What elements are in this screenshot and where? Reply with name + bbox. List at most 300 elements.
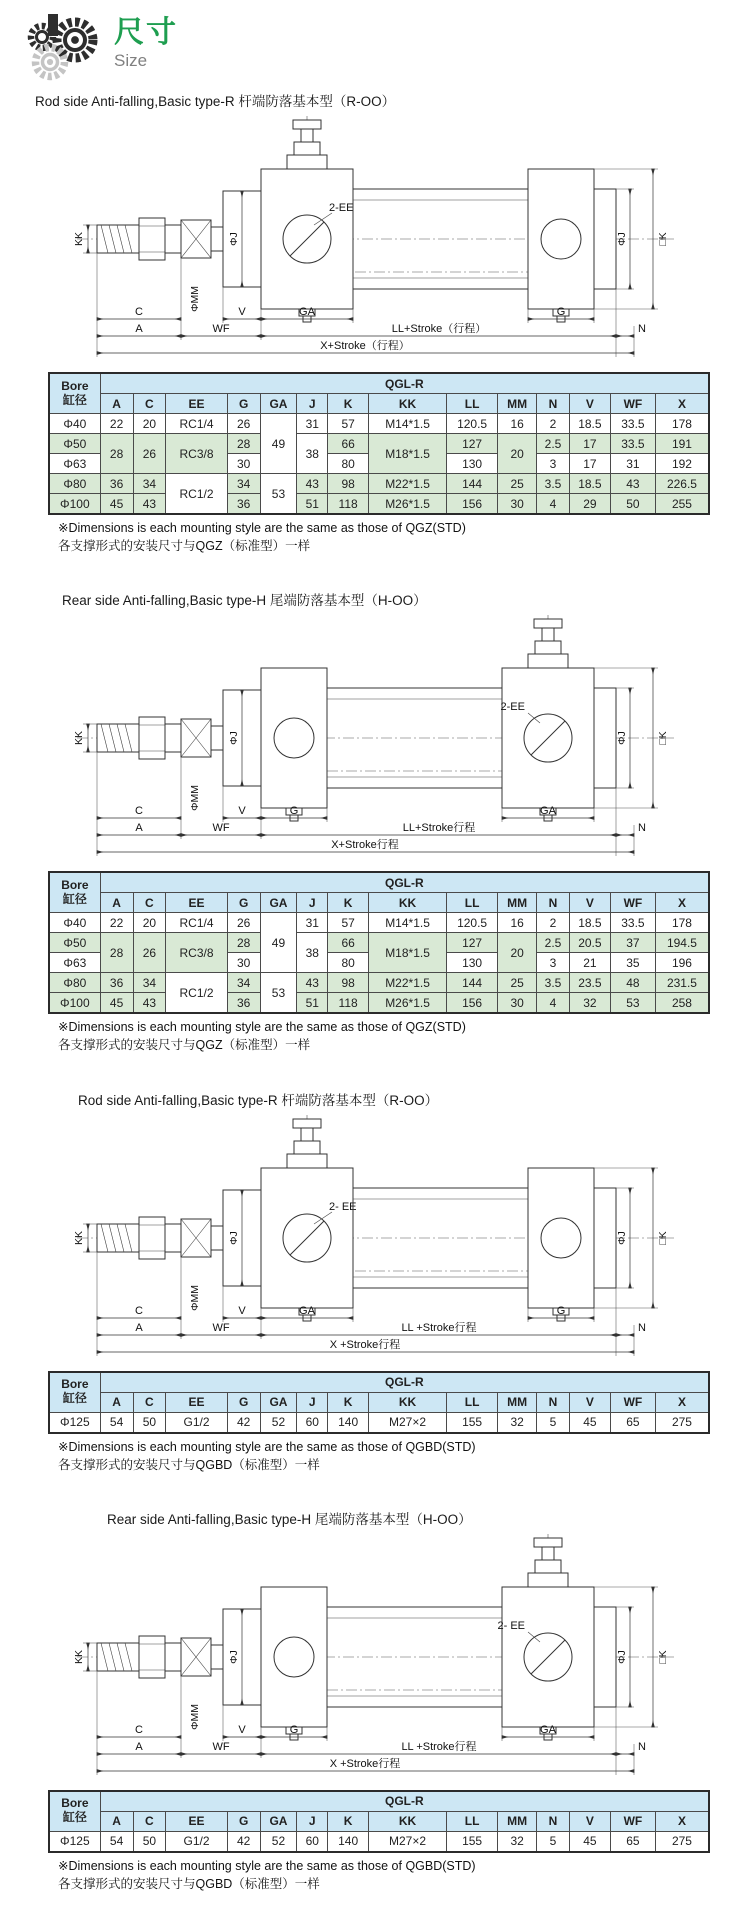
dim-cell: M22*1.5 [369, 973, 447, 993]
note-cn: 各支撑形式的安装尺寸与QGBD（标准型）一样 [58, 1457, 320, 1472]
dim-cell: 30 [227, 953, 260, 973]
cylinder-drawing-rod-r-125 [42, 1113, 708, 1365]
dim-label-kk: KK [73, 231, 85, 247]
dim-cell: 54 [100, 1831, 133, 1852]
column-header: A [100, 394, 133, 414]
dim-cell: 36 [100, 973, 133, 993]
dim-cell: 32 [498, 1412, 537, 1433]
dim-cell: 65 [610, 1412, 655, 1433]
table-notes [58, 1438, 750, 1474]
column-header: WF [610, 893, 655, 913]
note-en: ※Dimensions is each mounting style are the same as those of QGBD(STD) [58, 1439, 476, 1454]
dim-cell: 98 [328, 973, 369, 993]
bore-cell: Φ63 [49, 454, 100, 474]
section-title: Rear side Anti-falling,Basic type-H 尾端防落基本型（H-OO） [62, 593, 427, 609]
dim-cell: 26 [133, 434, 166, 474]
dim-cell: 42 [227, 1831, 260, 1852]
table-notes [58, 1857, 750, 1893]
column-header: C [133, 893, 166, 913]
dim-cell: 3.5 [537, 474, 570, 494]
series-header: QGL-R [100, 872, 709, 893]
dimension-table-2 [48, 871, 710, 1014]
dim-label-g: G [289, 805, 299, 818]
dim-cell: M27×2 [369, 1831, 447, 1852]
dim-label-ll: LL+Stroke（行程） [391, 323, 487, 335]
dim-cell: 48 [610, 973, 655, 993]
dim-label-v: V [238, 1723, 246, 1736]
cylinder-drawing-rod-r [42, 114, 708, 366]
dim-cell: 66 [328, 434, 369, 454]
dim-label-kk: KK [73, 731, 85, 746]
dim-cell: 50 [610, 494, 655, 515]
column-header: V [569, 1392, 610, 1412]
dim-label-mm: ΦMM [189, 785, 201, 812]
table-row [49, 494, 709, 515]
dim-cell: 66 [328, 933, 369, 953]
dim-cell: 144 [446, 973, 497, 993]
note-en: ※Dimensions is each mounting style are the same as those of QGZ(STD) [58, 1020, 466, 1035]
column-header: X [655, 394, 709, 414]
dim-cell: 30 [227, 454, 260, 474]
dim-cell: 52 [260, 1412, 297, 1433]
column-header: LL [446, 1811, 497, 1831]
dim-cell: 33.5 [610, 434, 655, 454]
column-header: J [297, 1811, 328, 1831]
dim-cell: 25 [498, 474, 537, 494]
dim-cell: 49 [260, 414, 297, 474]
dim-label-n: N [638, 1740, 646, 1753]
column-header: N [537, 394, 570, 414]
dim-label-a: A [135, 1740, 143, 1753]
dim-cell: M26*1.5 [369, 993, 447, 1014]
dim-cell: 226.5 [655, 474, 709, 494]
column-header: GA [260, 1392, 297, 1412]
dim-cell: 127 [446, 434, 497, 454]
bore-cell: Φ80 [49, 973, 100, 993]
dim-cell: 25 [498, 973, 537, 993]
dim-cell: 120.5 [446, 414, 497, 434]
column-header: A [100, 893, 133, 913]
bore-cell: Φ50 [49, 933, 100, 953]
dim-label-mm: ΦMM [189, 1284, 201, 1311]
dim-cell: 194.5 [655, 933, 709, 953]
dim-cell: 28 [227, 933, 260, 953]
dim-cell: RC1/4 [166, 913, 227, 933]
dim-label-kk: KK [73, 1649, 85, 1664]
dim-cell: 3 [537, 454, 570, 474]
column-header: KK [369, 1811, 447, 1831]
page-header [0, 0, 750, 84]
dim-label-a: A [135, 822, 143, 835]
dim-cell: 2 [537, 913, 570, 933]
bore-cell: Φ63 [49, 953, 100, 973]
column-header: EE [166, 1392, 227, 1412]
dim-cell: RC3/8 [166, 434, 227, 474]
dim-label-c: C [135, 805, 143, 818]
dim-cell: 33.5 [610, 414, 655, 434]
dimension-table-4 [48, 1790, 710, 1853]
dim-cell: 31 [297, 913, 328, 933]
dim-cell: 178 [655, 414, 709, 434]
dim-cell: 29 [569, 494, 610, 515]
dim-cell: 231.5 [655, 973, 709, 993]
dim-cell: 18.5 [569, 474, 610, 494]
dim-cell: 43 [610, 474, 655, 494]
column-header: A [100, 1811, 133, 1831]
dim-cell: 43 [133, 993, 166, 1014]
dim-cell: 196 [655, 953, 709, 973]
dim-cell: 37 [610, 933, 655, 953]
column-header: K [328, 893, 369, 913]
dim-label-ll: LL +Stroke行程 [401, 1321, 477, 1334]
column-header: LL [446, 893, 497, 913]
dim-cell: 34 [227, 474, 260, 494]
column-header: MM [498, 1392, 537, 1412]
dim-cell: 57 [328, 414, 369, 434]
dim-label-j-left: ΦJ [228, 731, 240, 746]
dim-label-v: V [238, 306, 246, 318]
dim-cell: 258 [655, 993, 709, 1014]
dim-label-k: □K [657, 731, 669, 745]
dim-label-x: X+Stroke行程 [331, 839, 399, 852]
column-header: V [569, 1811, 610, 1831]
dim-cell: 42 [227, 1412, 260, 1433]
dim-cell: 80 [328, 953, 369, 973]
dim-label-wf: WF [212, 822, 230, 835]
dim-cell: 2 [537, 414, 570, 434]
column-header: MM [498, 893, 537, 913]
dim-cell: M18*1.5 [369, 933, 447, 973]
dim-cell: 156 [446, 993, 497, 1014]
dim-label-g: G [556, 1304, 566, 1317]
bore-cell: Φ125 [49, 1831, 100, 1852]
bore-header: Bore 缸径 [49, 1791, 100, 1832]
section-title: Rod side Anti-falling,Basic type-R 杆端防落基本型（R-OO） [35, 94, 396, 109]
column-header: KK [369, 394, 447, 414]
dim-label-k: □K [657, 232, 669, 246]
bore-cell: Φ40 [49, 913, 100, 933]
dim-cell: 36 [227, 494, 260, 515]
table-row [49, 933, 709, 953]
dim-label-wf: WF [212, 1321, 230, 1334]
dim-label-ga: GA [540, 805, 556, 818]
dim-label-j-right: ΦJ [616, 232, 628, 246]
dim-cell: 30 [498, 494, 537, 515]
dim-cell: 120.5 [446, 913, 497, 933]
column-header: G [227, 893, 260, 913]
column-header: C [133, 1811, 166, 1831]
dim-cell: 34 [227, 973, 260, 993]
dim-cell: 118 [328, 494, 369, 515]
column-header: V [569, 893, 610, 913]
dim-cell: 17 [569, 454, 610, 474]
dim-label-g: G [556, 306, 566, 318]
dim-cell: 191 [655, 434, 709, 454]
dim-cell: 28 [100, 434, 133, 474]
dim-label-j-left: ΦJ [228, 1230, 240, 1245]
dim-cell: 51 [297, 993, 328, 1014]
section-rod-side-r1 [0, 90, 750, 555]
dim-cell: M14*1.5 [369, 913, 447, 933]
series-header: QGL-R [100, 1372, 709, 1393]
dim-label-ll: LL +Stroke行程 [401, 1740, 477, 1753]
table-row [49, 434, 709, 454]
dim-cell: 130 [446, 953, 497, 973]
note-cn: 各支撑形式的安装尺寸与QGZ（标准型）一样 [58, 1038, 311, 1053]
dim-cell: 192 [655, 454, 709, 474]
dim-cell: 57 [328, 913, 369, 933]
dim-cell: 20 [133, 414, 166, 434]
column-header: GA [260, 394, 297, 414]
dim-cell: 22 [100, 414, 133, 434]
dim-label-x: X +Stroke行程 [329, 1338, 401, 1351]
dim-cell: 5 [537, 1412, 570, 1433]
column-header: N [537, 1392, 570, 1412]
column-header: G [227, 1811, 260, 1831]
dim-cell: 16 [498, 414, 537, 434]
dim-cell: G1/2 [166, 1831, 227, 1852]
dim-cell: RC1/2 [166, 973, 227, 1014]
dim-cell: 36 [100, 474, 133, 494]
dim-cell: 31 [297, 414, 328, 434]
dim-cell: 156 [446, 494, 497, 515]
table-row [49, 474, 709, 494]
dim-cell: 18.5 [569, 913, 610, 933]
dim-cell: 28 [100, 933, 133, 973]
column-header: MM [498, 394, 537, 414]
dim-cell: 53 [260, 973, 297, 1014]
dim-cell: 21 [569, 953, 610, 973]
dim-cell: 51 [297, 494, 328, 515]
section-title: Rear side Anti-falling,Basic type-H 尾端防落基本型（H-OO） [107, 1511, 472, 1527]
dimension-table-1 [48, 372, 710, 515]
dim-cell: 144 [446, 474, 497, 494]
dim-label-ga: GA [540, 1723, 556, 1736]
dim-cell: 155 [446, 1412, 497, 1433]
dim-cell: 52 [260, 1831, 297, 1852]
column-header: MM [498, 1811, 537, 1831]
dim-cell: 20 [133, 913, 166, 933]
dim-label-ga: GA [299, 306, 315, 318]
dim-cell: 5 [537, 1831, 570, 1852]
dim-cell: 35 [610, 953, 655, 973]
dim-cell: 118 [328, 993, 369, 1014]
column-header: KK [369, 1392, 447, 1412]
dim-label-j-right: ΦJ [616, 1230, 628, 1245]
dim-cell: 255 [655, 494, 709, 515]
column-header: C [133, 394, 166, 414]
bore-cell: Φ50 [49, 434, 100, 454]
dim-label-ga: GA [299, 1304, 315, 1317]
gears-logo-icon [20, 12, 106, 82]
dim-label-x: X +Stroke行程 [329, 1757, 401, 1770]
note-en: ※Dimensions is each mounting style are the same as those of QGBD(STD) [58, 1858, 476, 1873]
column-header: WF [610, 1811, 655, 1831]
dim-cell: M27×2 [369, 1412, 447, 1433]
cylinder-drawing-rear-h-125 [42, 1532, 708, 1784]
dim-cell: M26*1.5 [369, 494, 447, 515]
bore-cell: Φ100 [49, 993, 100, 1014]
dim-cell: 275 [655, 1412, 709, 1433]
dim-cell: RC1/4 [166, 414, 227, 434]
dim-cell: 20.5 [569, 933, 610, 953]
dim-label-ee: 2-EE [329, 202, 354, 214]
page-title-cn: 尺寸 [114, 16, 178, 49]
dim-cell: 16 [498, 913, 537, 933]
column-header: EE [166, 394, 227, 414]
dim-cell: M14*1.5 [369, 414, 447, 434]
dim-label-c: C [135, 1723, 143, 1736]
column-header: J [297, 1392, 328, 1412]
dim-label-v: V [238, 805, 246, 818]
dim-label-n: N [638, 1321, 646, 1334]
dim-cell: 33.5 [610, 913, 655, 933]
column-header: LL [446, 394, 497, 414]
dim-cell: 22 [100, 913, 133, 933]
dim-cell: 26 [227, 414, 260, 434]
column-header: WF [610, 394, 655, 414]
dim-cell: M22*1.5 [369, 474, 447, 494]
dim-label-ee: 2-EE [500, 701, 525, 714]
dim-cell: 34 [133, 474, 166, 494]
dim-label-n: N [638, 323, 646, 335]
dim-cell: 275 [655, 1831, 709, 1852]
dim-label-wf: WF [212, 1740, 230, 1753]
dim-cell: 178 [655, 913, 709, 933]
column-header: K [328, 1392, 369, 1412]
dim-cell: RC1/2 [166, 474, 227, 515]
dim-cell: 80 [328, 454, 369, 474]
dim-cell: 20 [498, 434, 537, 474]
table-row [49, 993, 709, 1014]
section-title: Rod side Anti-falling,Basic type-R 杆端防落基本型（R-OO） [78, 1092, 439, 1108]
column-header: V [569, 394, 610, 414]
column-header: K [328, 1811, 369, 1831]
table-notes [58, 1018, 750, 1054]
dim-cell: 26 [133, 933, 166, 973]
column-header: X [655, 1811, 709, 1831]
section-rod-side-r2 [0, 1089, 750, 1474]
series-header: QGL-R [100, 1791, 709, 1812]
dim-cell: 2.5 [537, 434, 570, 454]
dim-cell: 45 [569, 1831, 610, 1852]
dim-cell: 54 [100, 1412, 133, 1433]
dim-cell: 32 [569, 993, 610, 1014]
page-title-en: Size [114, 51, 148, 70]
dim-label-wf: WF [212, 323, 230, 335]
dim-label-mm: ΦMM [189, 1703, 201, 1730]
dim-label-j-left: ΦJ [228, 1649, 240, 1664]
dim-cell: 38 [297, 933, 328, 973]
dim-cell: 43 [297, 474, 328, 494]
column-header: N [537, 893, 570, 913]
dim-cell: 4 [537, 993, 570, 1014]
dim-cell: 127 [446, 933, 497, 953]
column-header: WF [610, 1392, 655, 1412]
dim-cell: 155 [446, 1831, 497, 1852]
dim-cell: G1/2 [166, 1412, 227, 1433]
dimension-table-3 [48, 1371, 710, 1434]
dim-label-n: N [638, 822, 646, 835]
dim-cell: 30 [498, 993, 537, 1014]
dim-cell: 98 [328, 474, 369, 494]
bore-cell: Φ100 [49, 494, 100, 515]
dim-label-a: A [135, 1321, 143, 1334]
column-header: G [227, 394, 260, 414]
column-header: J [297, 893, 328, 913]
dim-cell: RC3/8 [166, 933, 227, 973]
dim-cell: 130 [446, 454, 497, 474]
dim-cell: 3 [537, 953, 570, 973]
dim-cell: 34 [133, 973, 166, 993]
dim-cell: 38 [297, 434, 328, 474]
dim-label-ee: 2- EE [329, 1200, 357, 1213]
dim-cell: 32 [498, 1831, 537, 1852]
section-rear-side-h1 [0, 589, 750, 1054]
dim-cell: 36 [227, 993, 260, 1014]
logo-text [114, 16, 178, 71]
dim-label-j-right: ΦJ [616, 1649, 628, 1664]
bore-cell: Φ125 [49, 1412, 100, 1433]
dim-cell: 43 [297, 973, 328, 993]
bore-cell: Φ80 [49, 474, 100, 494]
column-header: J [297, 394, 328, 414]
dim-cell: 18.5 [569, 414, 610, 434]
table-row [49, 913, 709, 933]
dim-label-ll: LL+Stroke行程 [402, 822, 476, 835]
column-header: GA [260, 1811, 297, 1831]
dim-label-j-left: ΦJ [228, 232, 240, 246]
dim-label-a: A [135, 323, 143, 335]
dim-cell: 3.5 [537, 973, 570, 993]
dim-cell: 4 [537, 494, 570, 515]
dim-label-kk: KK [73, 1230, 85, 1245]
dim-label-k: □K [657, 1230, 669, 1245]
dim-label-j-right: ΦJ [616, 731, 628, 746]
dim-label-mm: ΦMM [189, 286, 201, 312]
dim-cell: 20 [498, 933, 537, 973]
dim-cell: 28 [227, 434, 260, 454]
dim-cell: 31 [610, 454, 655, 474]
column-header: GA [260, 893, 297, 913]
column-header: LL [446, 1392, 497, 1412]
dim-label-g: G [289, 1723, 299, 1736]
column-header: K [328, 394, 369, 414]
dim-cell: 53 [610, 993, 655, 1014]
dim-cell: 23.5 [569, 973, 610, 993]
dim-label-c: C [135, 306, 143, 318]
column-header: N [537, 1811, 570, 1831]
bore-header: Bore 缸径 [49, 1372, 100, 1413]
column-header: EE [166, 893, 227, 913]
bore-header: Bore 缸径 [49, 872, 100, 913]
dim-cell: 140 [328, 1412, 369, 1433]
dim-cell: 60 [297, 1831, 328, 1852]
dim-label-v: V [238, 1304, 246, 1317]
series-header: QGL-R [100, 373, 709, 394]
dim-cell: 50 [133, 1831, 166, 1852]
bore-cell: Φ40 [49, 414, 100, 434]
section-rear-side-h2 [0, 1508, 750, 1893]
dim-cell: 2.5 [537, 933, 570, 953]
note-en: ※Dimensions is each mounting style are the same as those of QGZ(STD) [58, 521, 466, 535]
table-row [49, 1831, 709, 1852]
bore-header: Bore 缸径 [49, 373, 100, 414]
column-header: C [133, 1392, 166, 1412]
dim-cell: 65 [610, 1831, 655, 1852]
dim-label-c: C [135, 1304, 143, 1317]
dim-cell: 45 [100, 494, 133, 515]
